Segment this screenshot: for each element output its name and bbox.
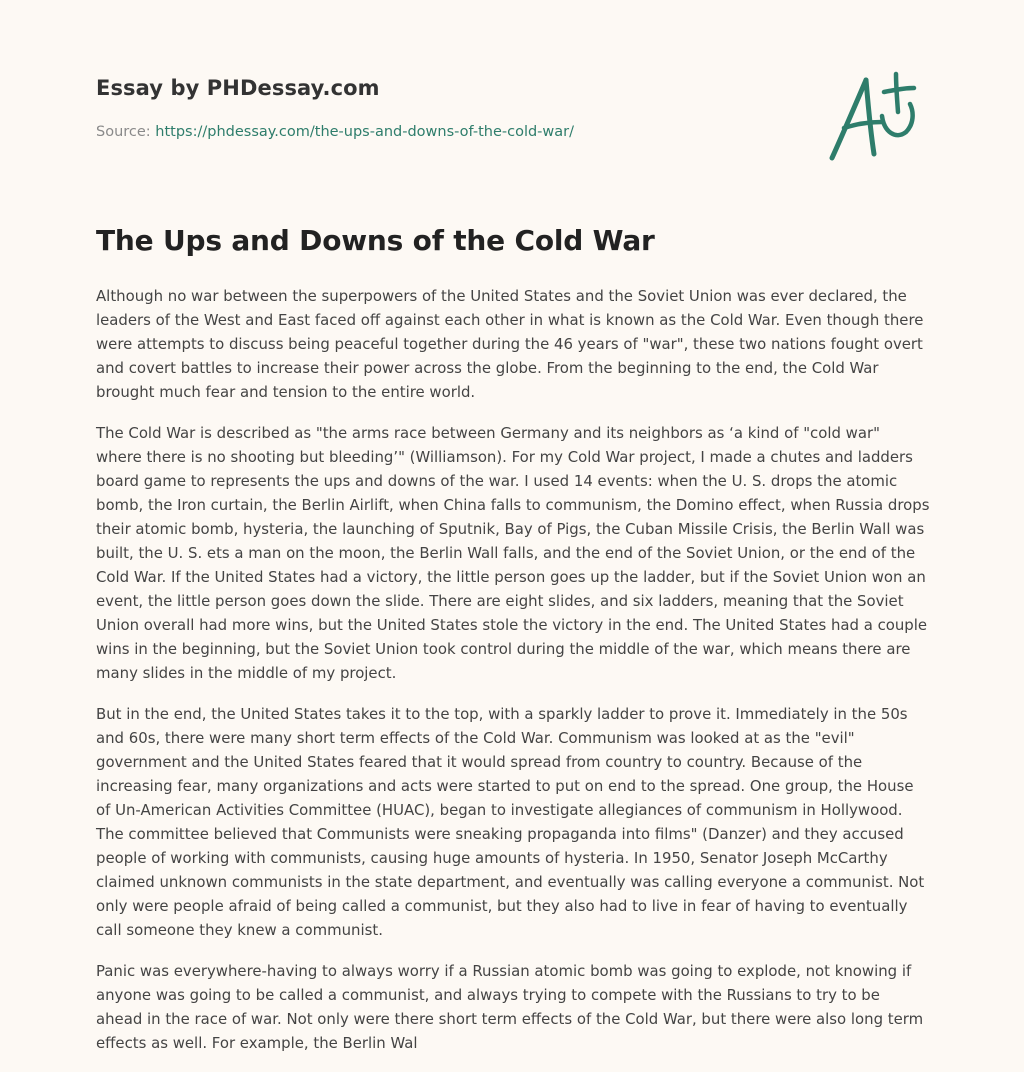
- a-plus-logo-icon: [824, 66, 928, 166]
- essay-paragraph: Panic was everywhere-having to always worry if a Russian atomic bomb was going to explode, not knowing if anyone was going to be called a communist, and always trying to compete with the Russians to try to be ahead in the race of war. Not only were there short term effects of the Cold War, but there were also long term effects as well. For example, the Berlin Wal: [96, 962, 924, 1052]
- essay-paragraph: The Cold War is described as "the arms race between Germany and its neighbors as ‘a kind of "cold war" where there is no shooting but bleeding’" (Williamson). For my Cold War project, I made a chutes and ladders board game to represents the ups and downs of the war. I used 14 events: when the U. S. drops the atomic bomb, the Iron curtain, the Berlin Airlift, when China falls to communism, the Domino effect, when Russia drops their atomic bomb, hysteria, the launching of Sputnik, Bay of Pigs, the Cuban Missile Crisis, the Berlin Wall was built, the U. S. ets a man on the moon, the Berlin Wall falls, and the end of the Soviet Union, or the end of the Cold War. If the United States had a victory, the little person goes up the ladder, but if the Soviet Union won an event, the little person goes down the slide. There are eight slides, and six ladders, meaning that the Soviet Union overall had more wins, but the United States stole the victory in the end. The United States had a couple wins in the beginning, but the Soviet Union took control during the middle of the war, which means there are many slides in the middle of my project.: [96, 424, 930, 682]
- source-label: Source:: [96, 124, 156, 140]
- essay-header: [96, 0, 928, 200]
- source-line: [96, 124, 574, 140]
- essay-body: [96, 284, 930, 1072]
- brand-title: Essay by PHDessay.com: [96, 76, 380, 100]
- source-link[interactable]: https://phdessay.com/the-ups-and-downs-of-the-cold-war/: [155, 124, 575, 140]
- essay-paragraph: Although no war between the superpowers of the United States and the Soviet Union was ever declared, the leaders of the West and East faced off against each other in what is known as the Cold War. Even though there were attempts to discuss being peaceful together during the 46 years of "war", these two nations fought overt and covert battles to increase their power across the globe. From the beginning to the end, the Cold War brought much fear and tension to the entire world.: [96, 287, 924, 401]
- essay-title: The Ups and Downs of the Cold War: [96, 224, 655, 257]
- essay-paragraph: But in the end, the United States takes it to the top, with a sparkly ladder to prove it. Immediately in the 50s and 60s, there were many short term effects of the Cold War. Communism was looked at as the "evil" government and the United States feared that it would spread from country to country. Because of the increasing fear, many organizations and acts were started to put on end to the spread. One group, the House of Un-American Activities Committee (HUAC), began to investigate allegiances of communism in Hollywood. The committee believed that Communists were sneaking propaganda into films" (Danzer) and they accused people of working with communists, causing huge amounts of hysteria. In 1950, Senator Joseph McCarthy claimed unknown communists in the state department, and eventually was calling everyone a communist. Not only were people afraid of being called a communist, but they also had to live in fear of having to eventually call someone they knew a communist.: [96, 705, 925, 939]
